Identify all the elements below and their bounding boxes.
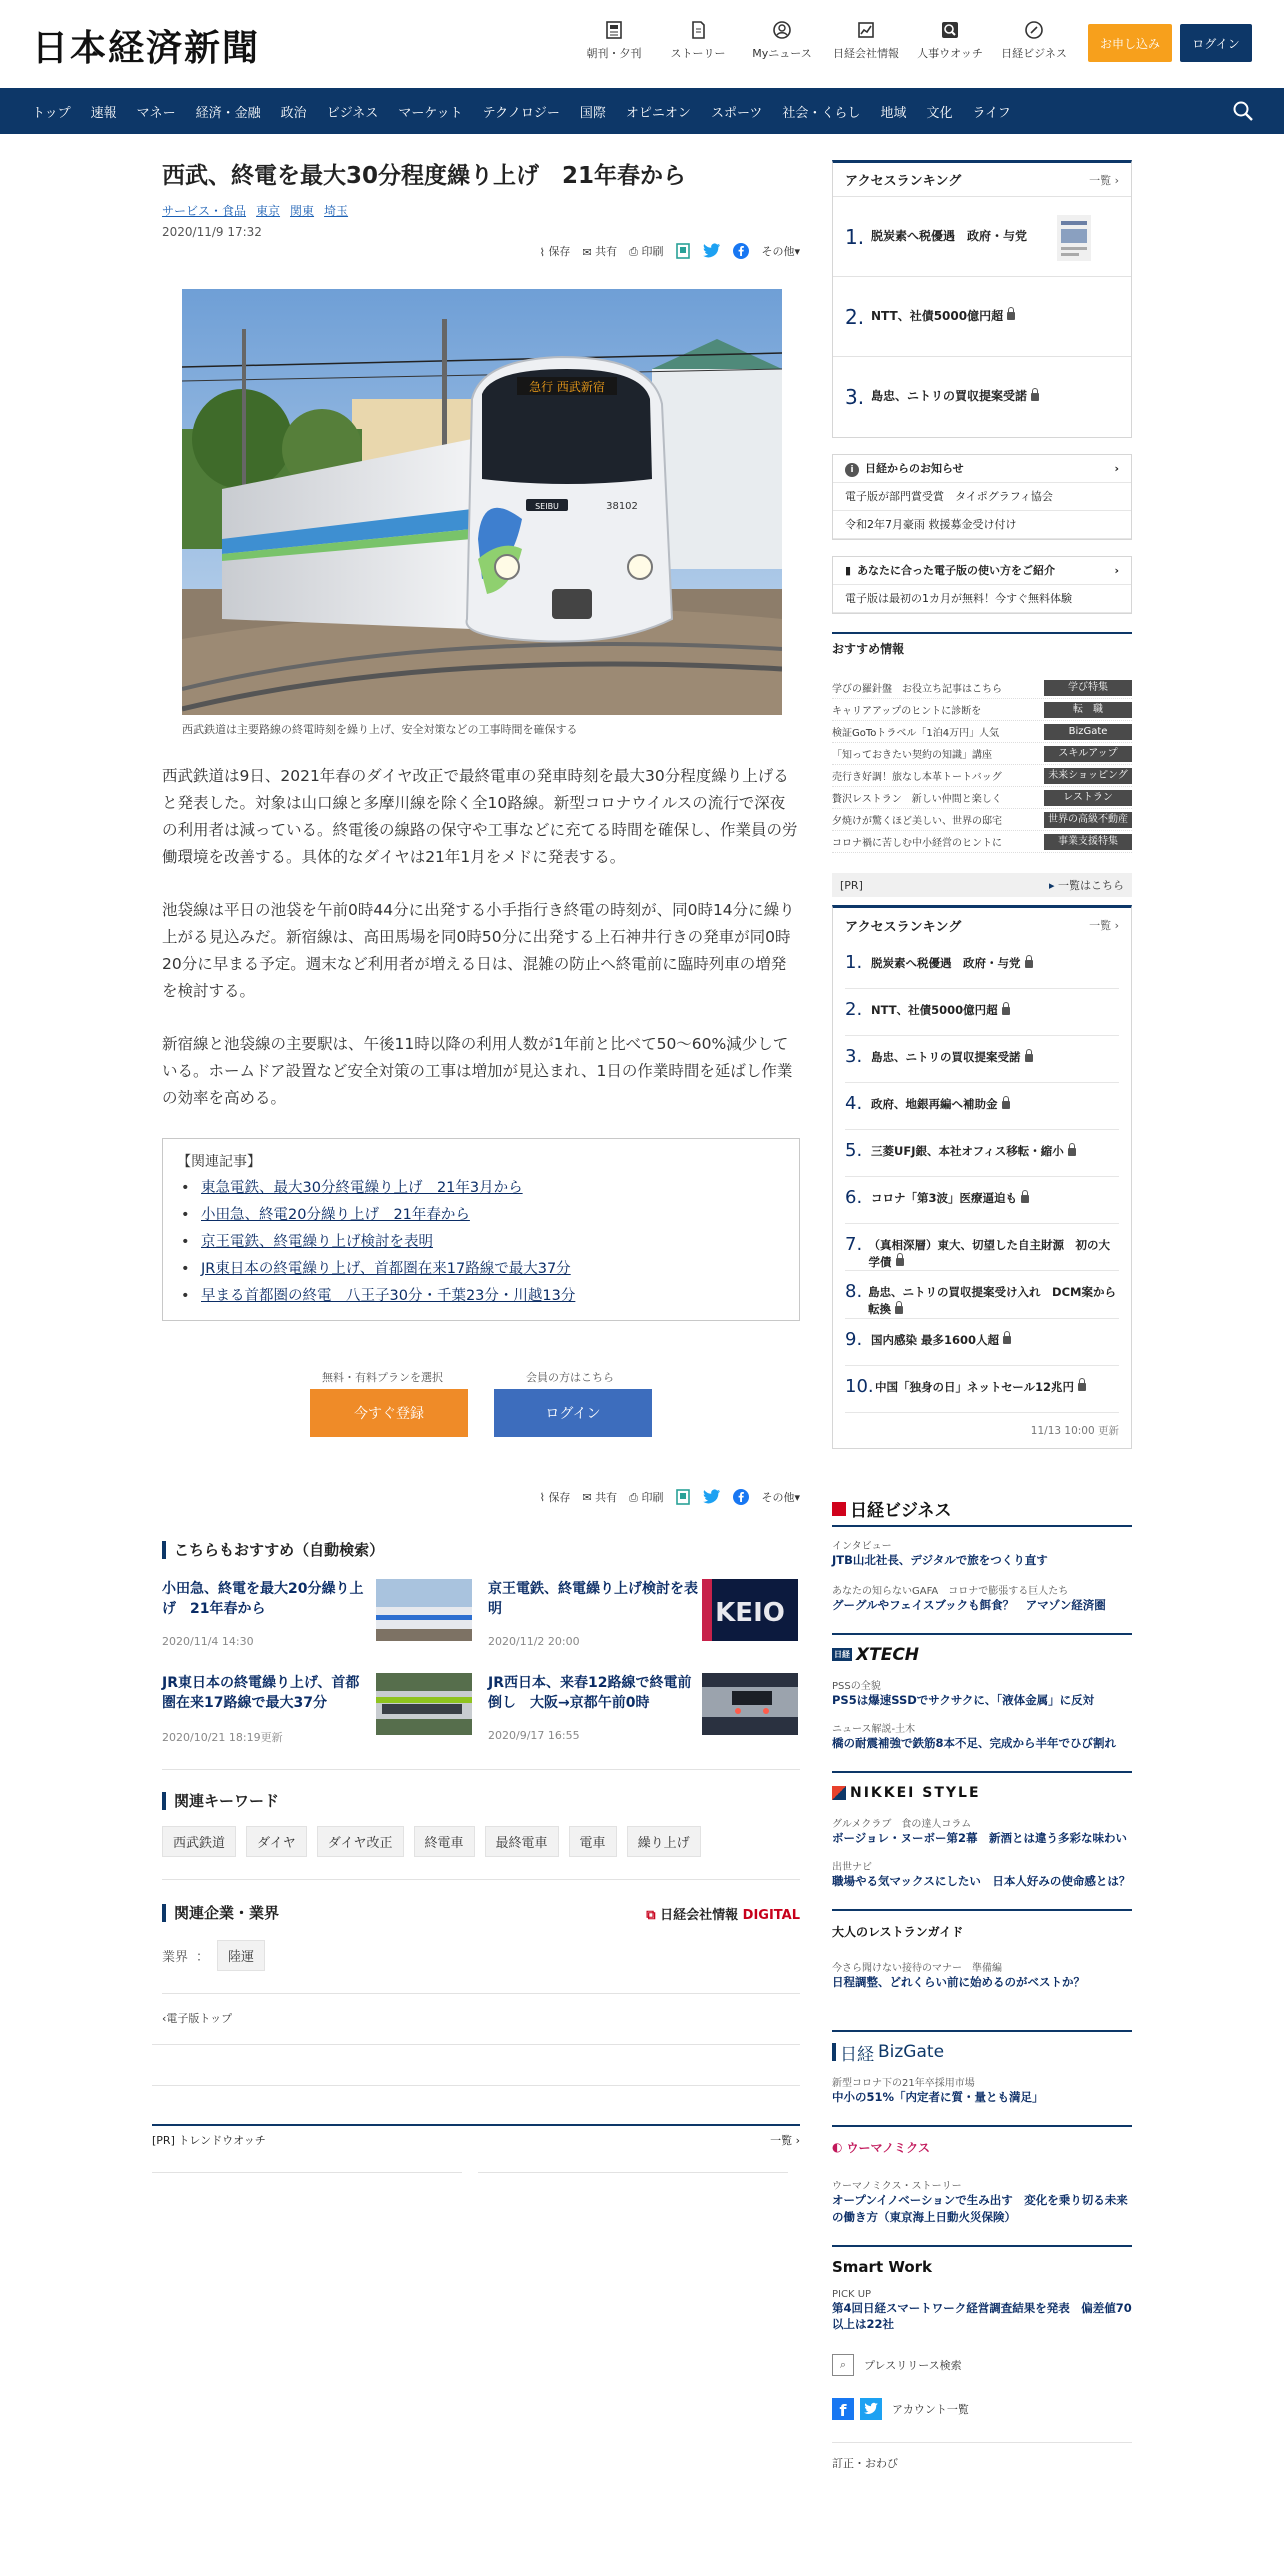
- thumbnail: [702, 1673, 798, 1735]
- recommend-item[interactable]: 京王電鉄、終電繰り上げ検討を表明 2020/11/2 20:00 KEIO: [488, 1579, 798, 1659]
- free-plan-label: 無料・有料プランを選択: [322, 1370, 443, 1384]
- thumbnail: [1057, 215, 1091, 261]
- press-release-link[interactable]: ⌕ プレスリリース検索: [832, 2354, 1132, 2376]
- osusume-box: [832, 632, 1132, 853]
- print-button[interactable]: ⎙ 印刷: [629, 1490, 664, 1504]
- bookmark-icon[interactable]: [675, 243, 691, 259]
- ranking-box: アクセスランキング 一覧 › 1. 脱炭素へ税優遇 政府・与党 2. NTT、社債5000億円超 3. 島忠、ニトリの買収提案受諾 4. 政府、地銀再編へ補助金 5. 三菱UFJ銀、本社オフィス移転・縮小 6. コロナ「第3波」医療逼迫も 7. （真相深層）東大、切望した自主財源 初の大学債 8. 島忠、ニトリの買収提案受け入れ DCM案から転換 9. 国内感染 最多1600人超 10. 中国「独身の日」ネットセール12兆円 11/13 10:00 更新: [832, 905, 1132, 1449]
- menu-item-technology[interactable]: テクノロジー: [482, 105, 560, 121]
- info-icon: i: [845, 463, 859, 477]
- main-menu: [0, 88, 1284, 134]
- keyword-tag[interactable]: 電車: [569, 1826, 617, 1857]
- company-heading: 関連企業・業界: [162, 1904, 800, 1922]
- divider: [832, 2442, 1132, 2443]
- chevron-right-icon: ▸: [1048, 879, 1055, 892]
- brand-xtech: 日経 XTECH PSSの全貌 PS5は爆速SSDでサクサクに、「液体金属」に反対 ニュース解説-土木 橋の耐震補強で鉄筋8本不足、完成から半年でひび割れ: [832, 1633, 1132, 1751]
- guide-heading[interactable]: ▮ あなたに合った電子版の使い方をご紹介 ›: [833, 557, 1131, 585]
- share-mail-button[interactable]: ✉ 共有: [582, 1490, 618, 1505]
- account-list-link[interactable]: f アカウント一覧: [832, 2398, 1132, 2420]
- photo-caption: 西武鉄道は主要路線の終電時刻を繰り上げ、安全対策などの工事時間を確保する: [182, 723, 578, 737]
- bookmark-icon[interactable]: [675, 1489, 691, 1505]
- lock-icon: [1078, 1383, 1086, 1391]
- related-link[interactable]: • 京王電鉄、終電繰り上げ検討を表明: [177, 1229, 785, 1256]
- header-nav-business[interactable]: 日経ビジネス: [992, 20, 1076, 61]
- menu-item-opinion[interactable]: オピニオン: [625, 105, 691, 121]
- osusume-item[interactable]: 検証GoToトラベル「1泊4万円」人気 BizGate: [832, 721, 1132, 743]
- facebook-icon[interactable]: [733, 1489, 749, 1505]
- notice-box: [832, 454, 1132, 540]
- notice-item[interactable]: 電子版が部門賞受賞 タイポグラフィ協会: [833, 483, 1131, 511]
- twitter-icon: [860, 2398, 882, 2420]
- brand-logo[interactable]: 大人のレストランガイド: [832, 1924, 964, 1939]
- osusume-item[interactable]: 売行き好調！旅なし本革トートバッグ 未来ショッピング: [832, 765, 1132, 787]
- trend-more-link[interactable]: 一覧 ›: [770, 2133, 800, 2147]
- story-icon: [688, 20, 708, 40]
- brand-logo[interactable]: 日経 XTECH: [834, 1644, 920, 1665]
- ranking-item[interactable]: 5. 三菱UFJ銀、本社オフィス移転・縮小: [845, 1130, 1119, 1177]
- article-photo[interactable]: [182, 289, 782, 715]
- chevron-down-icon: ▾: [794, 1490, 800, 1504]
- notice-heading[interactable]: i 日経からのお知らせ ›: [833, 455, 1131, 483]
- divider: [478, 2172, 788, 2173]
- notice-item[interactable]: 令和2年7月豪雨 救援募金受け付け: [833, 511, 1131, 539]
- brand-article-link[interactable]: 中小の51%「内定者に質・量とも満足」: [832, 2090, 1044, 2105]
- keio-logo: KEIO: [715, 1597, 785, 1628]
- trend-watch: [PR] トレンドウオッチ 一覧 ›: [152, 2124, 800, 2148]
- related-articles: [162, 1138, 800, 1321]
- brand-logo[interactable]: NIKKEI STYLE: [832, 1781, 1132, 1805]
- tag-kanto[interactable]: 関東: [290, 204, 315, 219]
- train-logo: SEIBU: [535, 502, 559, 512]
- nikkei-mark-icon: 日経: [834, 1650, 850, 1660]
- divider: [162, 1993, 800, 1994]
- menu-item-market[interactable]: マーケット: [398, 105, 463, 121]
- recommend-item[interactable]: 小田急、終電を最大20分繰り上げ 21年春から 2020/11/4 14:30: [162, 1579, 472, 1659]
- header-nav: [572, 20, 1076, 61]
- lock-icon: [1025, 1054, 1033, 1062]
- divider: [162, 1879, 800, 1880]
- menu-item-economy[interactable]: 経済・金融: [195, 105, 261, 121]
- keyword-tag[interactable]: ダイヤ: [246, 1826, 307, 1857]
- header-nav-paper[interactable]: 朝刊・夕刊: [572, 20, 656, 61]
- ranking-item[interactable]: 3. 島忠、ニトリの買収提案受諾: [833, 357, 1131, 437]
- lock-icon: [1002, 1101, 1010, 1109]
- ranking-item[interactable]: 1. 脱炭素へ税優遇 政府・与党: [845, 942, 1119, 989]
- nikkei-logo[interactable]: 日本経済新聞: [32, 27, 261, 69]
- facebook-icon[interactable]: [733, 243, 749, 259]
- menu-item-sokuho[interactable]: 速報: [90, 105, 117, 121]
- recommend-heading: こちらもおすすめ（自動検索）: [162, 1541, 800, 1559]
- related-heading: 【関連記事】: [177, 1153, 261, 1170]
- nikkei-mark-icon: [832, 2043, 836, 2061]
- brand-logo[interactable]: 日経 BizGate: [832, 2040, 1132, 2064]
- paragraph: 新宿線と池袋線の主要駅は、午後11時以降の利用人数が1年前と比べて50～60%減少している。ホームドア設置など安全対策の工事は増加が見込まれ、1日の作業時間を延ばし作業の効率を高める。: [162, 1034, 793, 1107]
- ranking-more-link[interactable]: 一覧 ›: [1089, 173, 1119, 187]
- facebook-icon: [832, 2398, 854, 2420]
- ranking-item[interactable]: 1. 脱炭素へ税優遇 政府・与党: [833, 197, 1131, 277]
- brand-smart-work: Smart Work PICK UP 第4回日経スマートワーク経営調査結果を発表 偏差値70以上は22社: [832, 2245, 1132, 2332]
- related-link[interactable]: • 東急電鉄、最大30分終電繰り上げ 21年3月から: [177, 1175, 785, 1202]
- tag-tokyo[interactable]: 東京: [256, 204, 281, 219]
- lock-icon: [1002, 1007, 1010, 1015]
- header-nav-jinji[interactable]: 人事ウオッチ: [908, 20, 992, 61]
- divider: [152, 2172, 462, 2173]
- user-icon: [772, 20, 792, 40]
- company-header: [162, 1904, 800, 1924]
- brand-womanomics: ◐ ウーマノミクス ウーマノミクス・ストーリー オープンイノベーションで生み出す 変化を乗り切る未来の働き方（東京海上日動火災保険）: [832, 2125, 1132, 2224]
- menu-item-society[interactable]: 社会・くらし: [782, 105, 861, 121]
- ranking-item[interactable]: 6. コロナ「第3波」医療逼迫も: [845, 1177, 1119, 1224]
- train-illustration: [182, 289, 782, 715]
- mail-icon: ✉: [582, 245, 592, 259]
- ranking-item[interactable]: 4. 政府、地銀再編へ補助金: [845, 1083, 1119, 1130]
- thumbnail: [702, 1579, 798, 1641]
- keyword-tag[interactable]: ダイヤ改正: [317, 1826, 404, 1857]
- svg-text:f: f: [839, 2400, 847, 2420]
- ranking-item[interactable]: 9. 国内感染 最多1600人超: [845, 1319, 1119, 1366]
- keyword-tag[interactable]: 終電車: [414, 1826, 475, 1857]
- paragraph: 西武鉄道は9日、2021年春のダイヤ改正で最終電車の発車時刻を最大30分程度繰り上げると発表した。対象は山口線と多摩川線を除く全10路線。新型コロナウイルスの流行で深夜の利用者は減っている。終電後の線路の保守や工事などに充てる時間を確保し、作業員の労働環境を改善する。具体的なダイヤは21年1月をメドに発表する。: [162, 767, 798, 867]
- womanomics-icon: ◐: [832, 2140, 843, 2155]
- share-mail-button[interactable]: ✉ 共有: [582, 245, 618, 259]
- search-icon[interactable]: [1232, 100, 1254, 122]
- printer-icon: ⎙: [629, 245, 638, 259]
- keyword-tag[interactable]: 最終電車: [485, 1826, 559, 1857]
- osusume-item[interactable]: 贅沢レストラン 新しい仲間と楽しく レストラン: [832, 787, 1132, 809]
- brand-nikkei-business: 日経ビジネス インタビュー JTB山北社長、デジタルで旅をつくり直す あなたの知らないGAFA コロナで膨張する巨人たち グーグルやフェイスブックも餌食？ アマゾン経済圏: [832, 1489, 1132, 1613]
- paperclip-icon: ⌇: [539, 245, 545, 259]
- ranking-item[interactable]: 10. 中国「独身の日」ネットセール12兆円: [845, 1366, 1119, 1413]
- company-digital-logo[interactable]: ⧉ 日経会社情報 DIGITAL: [646, 1907, 800, 1923]
- guide-text[interactable]: 電子版は最初の1カ月が無料！今すぐ無料体験: [833, 585, 1131, 613]
- digital-chart-icon: ⧉: [646, 1907, 656, 1923]
- twitter-icon[interactable]: [703, 243, 721, 259]
- header-nav-mynews[interactable]: Myニュース: [740, 20, 824, 61]
- brand-logo[interactable]: Smart Work: [832, 2257, 933, 2276]
- brand-article-link[interactable]: 第4回日経スマートワーク経営調査結果を発表 偏差値70以上は22社: [832, 2300, 1132, 2331]
- lock-icon: [1021, 1195, 1029, 1203]
- brand-article-link[interactable]: JTB山北社長、デジタルで旅をつくり直す: [832, 1552, 1048, 1567]
- newspaper-icon: [604, 20, 624, 40]
- brand-bizgate: 日経 BizGate 新型コロナ下の21年卒採用市場 中小の51%「内定者に質・量とも満足」: [832, 2030, 1132, 2105]
- correction-link[interactable]: 訂正・おわび: [832, 2456, 898, 2470]
- keyword-heading: 関連キーワード: [162, 1792, 800, 1810]
- pr-more-link[interactable]: ▸ 一覧はこちら: [1048, 879, 1124, 892]
- book-icon: ▮: [845, 563, 852, 577]
- brand-article-link[interactable]: 職場やる気マックスにしたい 日本人好みの使命感とは？: [832, 1874, 1131, 1889]
- share-bar-bottom: [162, 1485, 800, 1509]
- print-button[interactable]: ⎙ 印刷: [629, 245, 664, 259]
- article: [152, 160, 800, 2173]
- guide-box: [832, 556, 1132, 614]
- search-person-icon: [940, 20, 960, 40]
- related-link[interactable]: • JR東日本の終電繰り上げ、首都圏在来17路線で最大37分: [177, 1256, 785, 1283]
- lock-icon: [1031, 393, 1039, 401]
- lock-icon: [896, 1258, 904, 1266]
- header-nav-story[interactable]: ストーリー: [656, 20, 740, 61]
- menu-item-region[interactable]: 地域: [880, 105, 907, 121]
- brand-article-link[interactable]: ボージョレ・ヌーボー第2幕 新酒とは違う多彩な味わい: [832, 1831, 1128, 1846]
- menu-item-top[interactable]: トップ: [32, 105, 71, 121]
- ranking-updated: 11/13 10:00 更新: [1030, 1424, 1119, 1437]
- lock-icon: [1007, 312, 1015, 320]
- share-bar-top: [162, 239, 800, 263]
- thumbnail: [376, 1579, 472, 1641]
- login-button[interactable]: ログイン: [1180, 24, 1252, 62]
- site-header: [0, 0, 1284, 88]
- divider: [152, 2085, 800, 2086]
- header-nav-company[interactable]: 日経会社情報: [824, 20, 908, 61]
- industry-row: 業界 ： 陸運: [162, 1940, 800, 1971]
- menu-item-culture[interactable]: 文化: [926, 105, 953, 121]
- menu-item-sports[interactable]: スポーツ: [710, 105, 763, 121]
- osusume-item[interactable]: 夕焼けが驚くほど美しい、世界の邸宅 世界の高級不動産: [832, 809, 1132, 831]
- tag-service[interactable]: サービス・食品: [162, 204, 247, 219]
- lock-icon: [1025, 960, 1033, 968]
- twitter-icon[interactable]: [703, 1489, 721, 1505]
- brand-article-link[interactable]: グーグルやフェイスブックも餌食？ アマゾン経済圏: [832, 1597, 1106, 1612]
- brand-restaurant-guide: 大人のレストランガイド 今さら聞けない接待のマナー 準備編 日程調整、どれくらい前に始めるのがベストか？: [832, 1909, 1132, 1990]
- brand-logo[interactable]: 日経ビジネス: [832, 1497, 1132, 1521]
- brand-article-link[interactable]: 橋の耐震補強で鉄筋8本不足、完成から半年でひび割れ: [832, 1735, 1116, 1750]
- compass-icon: [1024, 20, 1044, 40]
- article-body: [162, 763, 800, 1112]
- menu-item-money[interactable]: マネー: [136, 105, 176, 121]
- brand-article-link[interactable]: PS5は爆速SSDでサクサクに、「液体金属」に反対: [832, 1692, 1095, 1707]
- red-square-icon: [832, 1502, 846, 1516]
- recommend-item[interactable]: JR東日本の終電繰り上げ、首都圏在来17路線で最大37分 2020/10/21 18:19更新: [162, 1673, 472, 1753]
- menu-item-life[interactable]: ライフ: [972, 105, 1011, 121]
- share-other-button[interactable]: その他▾: [761, 1490, 800, 1504]
- osusume-item[interactable]: 「知っておきたい契約の知識」講座 スキルアップ: [832, 743, 1132, 765]
- tag-saitama[interactable]: 埼玉: [324, 204, 349, 219]
- mail-icon: ✉: [582, 1491, 592, 1505]
- save-button[interactable]: ⌇ 保存: [539, 245, 571, 259]
- ranking-item[interactable]: 8. 島忠、ニトリの買収提案受け入れ DCM案から転換: [845, 1271, 1119, 1318]
- article-date: 2020/11/9 17:32: [162, 225, 262, 240]
- press-release-icon: ⌕: [832, 2354, 854, 2376]
- printer-icon: ⎙: [629, 1490, 638, 1504]
- divider: [152, 2044, 800, 2045]
- sidebar: [832, 160, 1132, 2471]
- menu-item-business[interactable]: ビジネス: [326, 105, 379, 121]
- brand-logo[interactable]: ◐ ウーマノミクス: [832, 2140, 931, 2155]
- article-tags: [162, 202, 800, 219]
- pr-bar: [PR] ▸ 一覧はこちら: [832, 873, 1132, 897]
- recommend-grid: [162, 1579, 800, 1759]
- style-mark-icon: [832, 1786, 846, 1800]
- ranking-item[interactable]: 2. NTT、社債5000億円超: [845, 989, 1119, 1036]
- thumbnail: [376, 1673, 472, 1735]
- ranking-item[interactable]: 7. （真相深層）東大、切望した自主財源 初の大学債: [845, 1224, 1119, 1271]
- related-link[interactable]: • 早まる首都圏の終電 八王子30分・千葉23分・川越13分: [177, 1283, 785, 1310]
- menu-item-politics[interactable]: 政治: [280, 105, 307, 121]
- back-link[interactable]: ‹電子版トップ: [162, 2011, 233, 2025]
- related-link[interactable]: • 小田急、終電20分繰り上げ 21年春から: [177, 1202, 785, 1229]
- menu-item-international[interactable]: 国際: [579, 105, 606, 121]
- register-block: [162, 1369, 800, 1439]
- chevron-left-icon: ‹: [162, 2011, 167, 2025]
- lock-icon: [1068, 1148, 1076, 1156]
- keyword-tag[interactable]: 繰り上げ: [627, 1826, 701, 1857]
- brand-article-link[interactable]: 日程調整、どれくらい前に始めるのがベストか？: [832, 1975, 1085, 1990]
- lock-icon: [895, 1306, 903, 1314]
- keyword-tag[interactable]: 西武鉄道: [162, 1826, 236, 1857]
- train-number: 38102: [606, 501, 638, 513]
- industry-tag[interactable]: 陸運: [217, 1940, 265, 1971]
- paperclip-icon: ⌇: [539, 1491, 545, 1505]
- osusume-heading: おすすめ情報: [832, 632, 1132, 657]
- share-other-button[interactable]: その他▾: [761, 245, 800, 259]
- recommend-item[interactable]: JR西日本、来春12路線で終電前倒し 大阪→京都午前0時 2020/9/17 16:55: [488, 1673, 798, 1753]
- train-destination-sign: 急行 西武新宿: [529, 380, 605, 395]
- article-title: 西武、終電を最大30分程度繰り上げ 21年春から: [162, 163, 687, 189]
- brand-article-link[interactable]: オープンイノベーションで生み出す 変化を乗り切る未来の働き方（東京海上日動火災保険）: [832, 2193, 1128, 2224]
- trend-dividers: [152, 2172, 800, 2173]
- register-now-button[interactable]: 今すぐ登録: [310, 1389, 468, 1437]
- chart-icon: [856, 20, 876, 40]
- paragraph: 池袋線は平日の池袋を午前0時44分に出発する小手指行き終電の時刻が、同0時14分に繰り上がる見込みだ。新宿線は、高田馬場を同0時50分に出発する上石神井行きの発車が同0時20分に早まる予定。週末など利用者が増える日は、混雑の防止へ終電前に臨時列車の増発を検討する。: [162, 901, 795, 1000]
- chevron-down-icon: ▾: [794, 245, 800, 259]
- osusume-item[interactable]: コロナ禍に苦しむ中小経営のヒントに 事業支援特集: [832, 831, 1132, 853]
- divider: [162, 1769, 800, 1770]
- osusume-item[interactable]: 学びの羅針盤 お役立ち記事はこちら 学び特集: [832, 677, 1132, 699]
- article-login-button[interactable]: ログイン: [494, 1389, 652, 1437]
- ranking-more-link[interactable]: 一覧 ›: [1089, 919, 1119, 932]
- lock-icon: [1003, 1336, 1011, 1344]
- save-button[interactable]: ⌇ 保存: [539, 1490, 571, 1505]
- ranking-top-box: アクセスランキング 一覧 › 1. 脱炭素へ税優遇 政府・与党 2. NTT、社債5000億円超 3. 島忠、ニトリの買収提案受諾: [832, 160, 1132, 438]
- chevron-right-icon: ›: [1114, 461, 1119, 475]
- member-label: 会員の方はこちら: [526, 1370, 614, 1384]
- subscribe-button[interactable]: お申し込み: [1088, 24, 1172, 62]
- brand-nikkei-style: NIKKEI STYLE グルメクラブ 食の達人コラム ボージョレ・ヌーボー第2幕 新酒とは違う多彩な味わい 出世ナビ 職場やる気マックスにしたい 日本人好みの使命感とは？: [832, 1771, 1132, 1889]
- ranking-item[interactable]: 3. 島忠、ニトリの買収提案受諾: [845, 1036, 1119, 1083]
- osusume-item[interactable]: キャリアアップのヒントに診断を 転 職: [832, 699, 1132, 721]
- keyword-list: [162, 1826, 800, 1857]
- chevron-right-icon: ›: [1114, 563, 1119, 577]
- ranking-item[interactable]: 2. NTT、社債5000億円超: [833, 277, 1131, 357]
